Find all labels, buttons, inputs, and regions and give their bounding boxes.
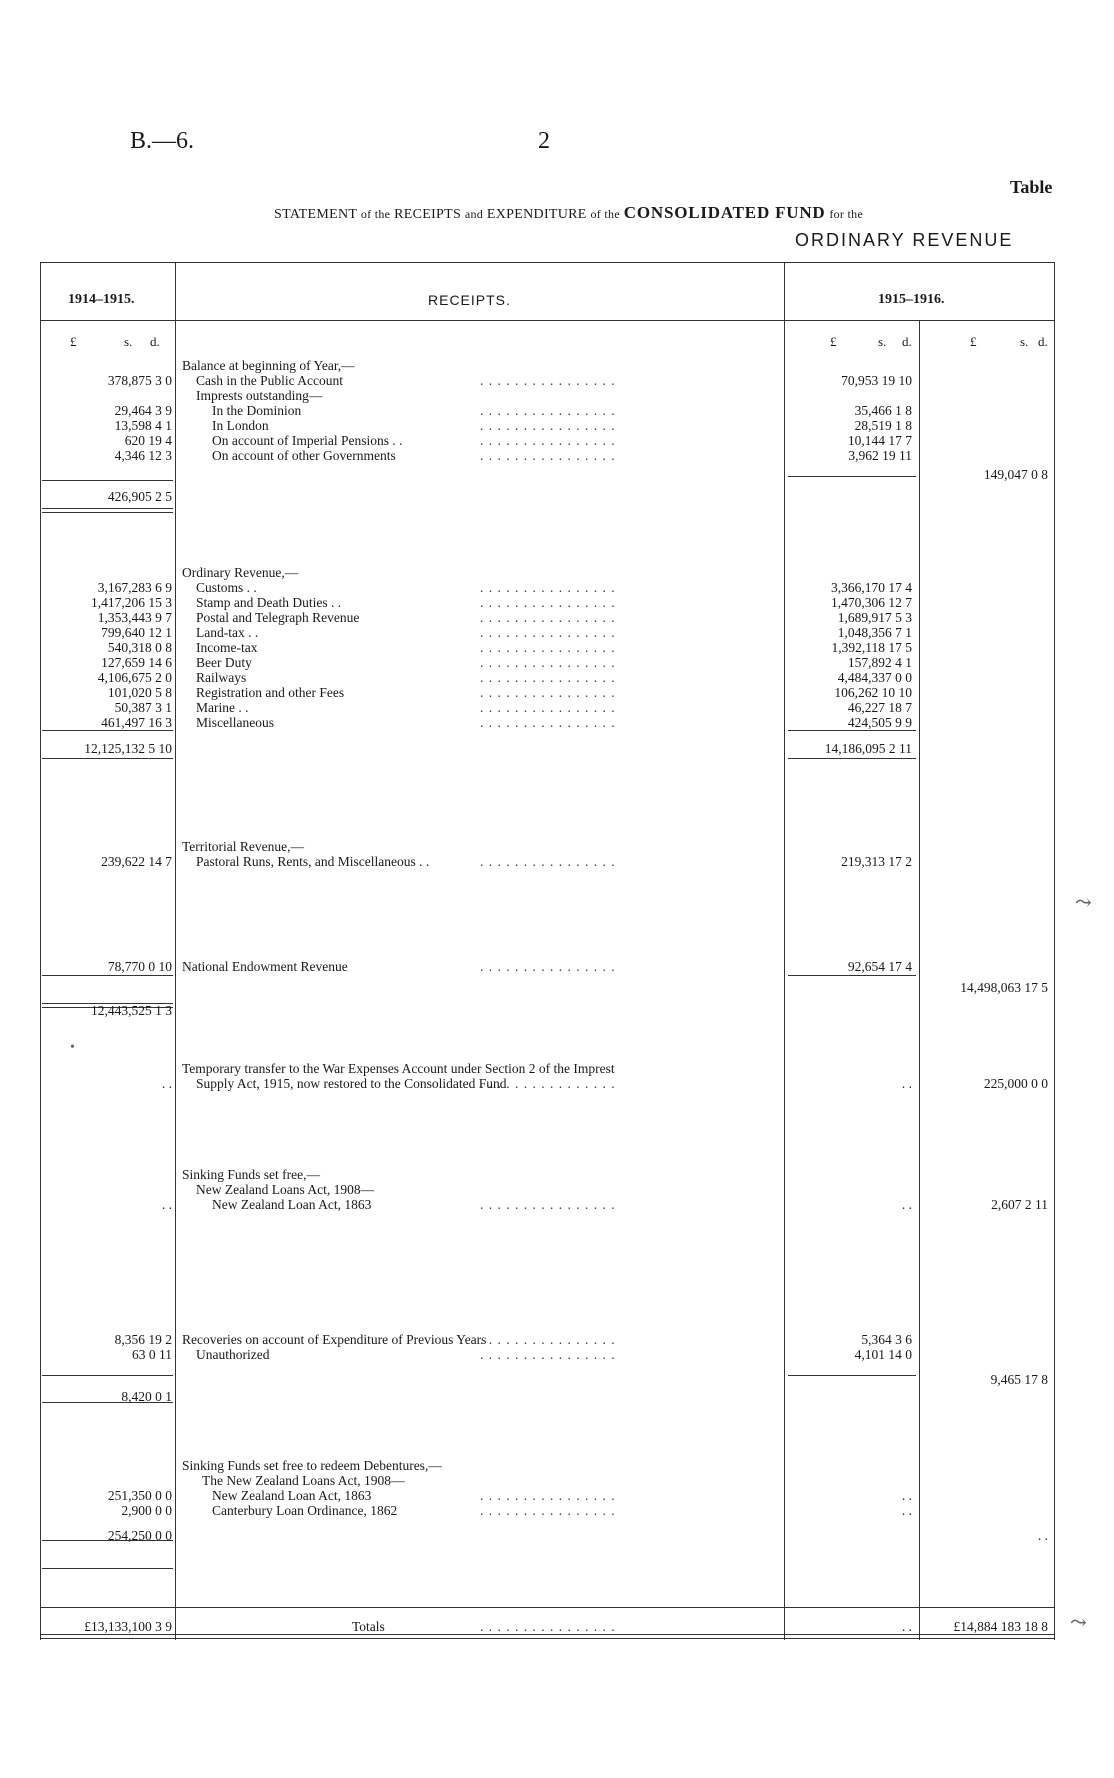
amount-1914-1915: 4,106,675 2 0: [97, 670, 172, 685]
amount-1914-1915: 2,900 0 0: [121, 1503, 172, 1518]
table-row: [40, 467, 1055, 482]
receipt-description: Railways: [196, 670, 247, 685]
totals-double-rule: [40, 1634, 1055, 1639]
receipt-description: New Zealand Loan Act, 1863: [212, 1488, 372, 1503]
amount-1914-1915: . .: [161, 1197, 172, 1212]
amount-1915-1916: 1,048,356 7 1: [837, 625, 912, 640]
receipt-description: Sinking Funds set free,—: [182, 1167, 320, 1182]
amount-1914-1915: 620 19 4: [124, 433, 172, 448]
page-number: 2: [538, 128, 550, 154]
receipt-description: Balance at beginning of Year,—: [182, 358, 355, 373]
table-row: [40, 580, 1055, 595]
receipt-description: On account of Imperial Pensions . .: [212, 433, 403, 448]
subtotal-rule: [42, 975, 173, 976]
total-1915-1916: . .: [1037, 1528, 1048, 1543]
receipt-description: Land-tax . .: [196, 625, 259, 640]
amount-1915-1916: 46,227 18 7: [847, 700, 912, 715]
table-row: [40, 388, 1055, 403]
amount-1914-1915: 461,497 16 3: [101, 715, 172, 730]
table-row: [40, 1372, 1055, 1387]
dot-leader: . . . . . . . . . . . . . . . .: [480, 1332, 616, 1347]
table-row: [40, 1076, 1055, 1091]
table-label: Table: [1010, 177, 1053, 197]
receipt-description: The New Zealand Loans Act, 1908—: [202, 1473, 405, 1488]
table-row: [40, 433, 1055, 448]
amount-1914-1915: 127,659 14 6: [101, 655, 172, 670]
amount-1914-1915: 540,318 0 8: [107, 640, 172, 655]
total-1915-1916: 149,047 0 8: [983, 467, 1048, 482]
receipt-description: Canterbury Loan Ordinance, 1862: [212, 1503, 398, 1518]
dot-leader: . . . . . . . . . . . . . . . .: [480, 1076, 616, 1091]
amount-1914-1915: 13,598 4 1: [114, 418, 172, 433]
table-row: [40, 1488, 1055, 1503]
total-double-rule: [42, 508, 173, 513]
receipt-description: Pastoral Runs, Rents, and Miscellaneous . .: [196, 854, 430, 869]
totals-rule: [40, 1607, 1055, 1608]
amount-1915-1916: . .: [901, 1197, 912, 1212]
dot-leader: . . . . . . . . . . . . . . . .: [480, 403, 616, 418]
table-row: [40, 1332, 1055, 1347]
ink-speck-icon: •: [70, 1040, 75, 1055]
table-row: [40, 1197, 1055, 1212]
unit-pence: d.: [1038, 334, 1048, 349]
unit-pound: £: [70, 334, 77, 349]
header-right-year: 1915–1916.: [878, 292, 945, 307]
dot-leader: . . . . . . . . . . . . . . . .: [480, 715, 616, 730]
subtotal-rule: [42, 1568, 173, 1569]
dot-leader: . . . . . . . . . . . . . . . .: [480, 418, 616, 433]
amount-1915-1916: 10,144 17 7: [847, 433, 912, 448]
amount-1915-1916: 1,470,306 12 7: [831, 595, 912, 610]
receipt-description: Stamp and Death Duties . .: [196, 595, 342, 610]
table-row: [40, 741, 1055, 756]
table-row: [40, 980, 1055, 995]
dot-leader: . . . . . . . . . . . . . . . .: [480, 625, 616, 640]
margin-mark-icon: ⤳: [1070, 1612, 1087, 1634]
table-row: [40, 1458, 1055, 1473]
header-rule: [40, 320, 1055, 321]
receipt-description: Postal and Telegraph Revenue: [196, 610, 360, 625]
amount-1914-1915: . .: [161, 1076, 172, 1091]
table-row: [40, 403, 1055, 418]
dot-leader: . . . . . . . . . . . . . . . .: [480, 580, 616, 595]
amount-1915-1916: 5,364 3 6: [861, 1332, 912, 1347]
unit-pence: d.: [902, 334, 912, 349]
amount-1915-1916: 14,186,095 2 11: [824, 741, 912, 756]
table-row: [40, 1167, 1055, 1182]
amount-1915-1916: . .: [901, 1503, 912, 1518]
unit-pound: £: [970, 334, 977, 349]
table-row: [40, 489, 1055, 504]
receipt-description: Marine . .: [196, 700, 249, 715]
receipt-description: Territorial Revenue,—: [182, 839, 305, 854]
amount-1915-1916: 28,519 1 8: [854, 418, 912, 433]
receipt-description: Recoveries on account of Expenditure of Previous Years: [182, 1332, 487, 1347]
receipt-description: Sinking Funds set free to redeem Debentures,—: [182, 1458, 442, 1473]
amount-1915-1916: 219,313 17 2: [841, 854, 912, 869]
amount-1915-1916: 92,654 17 4: [847, 959, 912, 974]
total-1915-1916: £14,884 183 18 8: [953, 1619, 1048, 1634]
table-row: [40, 358, 1055, 373]
table-row: [40, 839, 1055, 854]
total-1915-1916: 9,465 17 8: [990, 1372, 1048, 1387]
total-1915-1916: 2,607 2 11: [991, 1197, 1048, 1212]
receipt-description: Supply Act, 1915, now restored to the Consolidated Fund: [196, 1076, 507, 1091]
subtotal-rule: [788, 975, 916, 976]
receipt-description: In London: [212, 418, 269, 433]
dot-leader: . . . . . . . . . . . . . . . .: [480, 1619, 616, 1634]
statement-for-the: for the: [829, 207, 864, 221]
dot-leader: . . . . . . . . . . . . . . . .: [480, 959, 616, 974]
amount-1914-1915: 29,464 3 9: [114, 403, 172, 418]
table-row: [40, 565, 1055, 580]
table-row: [40, 1003, 1055, 1018]
subtotal-rule: [788, 758, 916, 759]
receipt-description: Miscellaneous: [196, 715, 274, 730]
table-row: [40, 1503, 1055, 1518]
table-row: [40, 640, 1055, 655]
receipt-description: Ordinary Revenue,—: [182, 565, 299, 580]
dot-leader: . . . . . . . . . . . . . . . .: [480, 1197, 616, 1212]
table-row: [40, 700, 1055, 715]
amount-1914-1915: 8,356 19 2: [114, 1332, 172, 1347]
amount-1914-1915: 1,353,443 9 7: [97, 610, 172, 625]
amount-1914-1915: 239,622 14 7: [101, 854, 172, 869]
dot-leader: . . . . . . . . . . . . . . . .: [480, 1488, 616, 1503]
amount-1915-1916: 3,962 19 11: [848, 448, 912, 463]
header-receipts: RECEIPTS.: [428, 292, 511, 308]
amount-1915-1916: 70,953 19 10: [841, 373, 912, 388]
amount-1915-1916: 106,262 10 10: [834, 685, 912, 700]
unit-shillings: s.: [124, 334, 133, 349]
receipt-description: Unauthorized: [196, 1347, 270, 1362]
statement-of-the: of the: [590, 207, 620, 221]
amount-1914-1915: 1,417,206 15 3: [91, 595, 172, 610]
table-row: [40, 1061, 1055, 1076]
dot-leader: . . . . . . . . . . . . . . . .: [480, 700, 616, 715]
amount-1914-1915: £13,133,100 3 9: [84, 1619, 172, 1634]
receipt-description: Beer Duty: [196, 655, 252, 670]
amount-1914-1915: 4,346 12 3: [114, 448, 172, 463]
dot-leader: . . . . . . . . . . . . . . . .: [480, 595, 616, 610]
subtitle: ORDINARY REVENUE: [795, 230, 1014, 250]
table-row: [40, 1389, 1055, 1404]
amount-1914-1915: 426,905 2 5: [107, 489, 172, 504]
amount-1915-1916: 4,101 14 0: [854, 1347, 912, 1362]
dot-leader: . . . . . . . . . . . . . . . .: [480, 373, 616, 388]
receipt-description: On account of other Governments: [212, 448, 396, 463]
statement-expenditure: EXPENDITURE: [486, 207, 587, 222]
dot-leader: . . . . . . . . . . . . . . . .: [480, 854, 616, 869]
dot-leader: . . . . . . . . . . . . . . . .: [480, 1347, 616, 1362]
amount-1914-1915: 12,125,132 5 10: [84, 741, 172, 756]
table-top-rule: [40, 262, 1055, 263]
table-row: [40, 670, 1055, 685]
table-row: [40, 854, 1055, 869]
amount-1914-1915: 799,640 12 1: [101, 625, 172, 640]
table-row: [40, 625, 1055, 640]
amount-1915-1916: 3,366,170 17 4: [831, 580, 912, 595]
amount-1914-1915: 8,420 0 1: [121, 1389, 172, 1404]
amount-1914-1915: 101,020 5 8: [107, 685, 172, 700]
amount-1914-1915: 50,387 3 1: [114, 700, 172, 715]
receipt-description: New Zealand Loan Act, 1863: [212, 1197, 372, 1212]
unit-pound: £: [830, 334, 837, 349]
subtotal-rule: [788, 730, 916, 731]
table-row: [40, 1473, 1055, 1488]
receipt-description: New Zealand Loans Act, 1908—: [196, 1182, 375, 1197]
table-row: [40, 373, 1055, 388]
receipt-description: Temporary transfer to the War Expenses Account under Section 2 of the Imprest: [182, 1061, 615, 1076]
amount-1914-1915: 251,350 0 0: [107, 1488, 172, 1503]
table-row: [40, 959, 1055, 974]
amount-1914-1915: 78,770 0 10: [107, 959, 172, 974]
document-code: B.—6.: [130, 128, 195, 154]
table-row: [40, 1182, 1055, 1197]
table-row: [40, 418, 1055, 433]
receipt-description: Imprests outstanding—: [196, 388, 323, 403]
dot-leader: . . . . . . . . . . . . . . . .: [480, 640, 616, 655]
receipt-description: Income-tax: [196, 640, 258, 655]
table-row: [40, 610, 1055, 625]
statement-of: of the: [360, 207, 391, 221]
total-1915-1916: 14,498,063 17 5: [960, 980, 1048, 995]
statement-title: [274, 203, 863, 223]
table-row: [40, 1347, 1055, 1362]
table-row: [40, 655, 1055, 670]
amount-1914-1915: 3,167,283 6 9: [97, 580, 172, 595]
fund-name: CONSOLIDATED FUND: [623, 203, 826, 222]
unit-shillings: s.: [1020, 334, 1029, 349]
table-row: [40, 715, 1055, 730]
amount-1915-1916: . .: [901, 1076, 912, 1091]
amount-1914-1915: 378,875 3 0: [107, 373, 172, 388]
dot-leader: . . . . . . . . . . . . . . . .: [480, 610, 616, 625]
table-row: [40, 595, 1055, 610]
header-left-year: 1914–1915.: [68, 292, 135, 307]
amount-1915-1916: . .: [901, 1619, 912, 1634]
receipt-description: In the Dominion: [212, 403, 302, 418]
dot-leader: . . . . . . . . . . . . . . . .: [480, 685, 616, 700]
amount-1915-1916: 1,392,118 17 5: [831, 640, 912, 655]
subtotal-rule: [42, 730, 173, 731]
receipt-description: National Endowment Revenue: [182, 959, 348, 974]
amount-1915-1916: 424,505 9 9: [847, 715, 912, 730]
statement-receipts: RECEIPTS: [394, 207, 462, 222]
dot-leader: . . . . . . . . . . . . . . . .: [480, 655, 616, 670]
amount-1915-1916: . .: [901, 1488, 912, 1503]
amount-1915-1916: 35,466 1 8: [854, 403, 912, 418]
receipt-description: Cash in the Public Account: [196, 373, 343, 388]
table-row: [40, 1619, 1055, 1634]
dot-leader: . . . . . . . . . . . . . . . .: [480, 1503, 616, 1518]
unit-pence: d.: [150, 334, 160, 349]
subtotal-rule: [42, 758, 173, 759]
table-row: [40, 685, 1055, 700]
margin-mark-icon: ⤳: [1075, 892, 1092, 914]
statement-and: and: [464, 207, 484, 221]
total-1915-1916: 225,000 0 0: [983, 1076, 1048, 1091]
amount-1914-1915: 63 0 11: [132, 1347, 172, 1362]
amount-1915-1916: 157,892 4 1: [847, 655, 912, 670]
dot-leader: . . . . . . . . . . . . . . . .: [480, 433, 616, 448]
receipt-description: Customs . .: [196, 580, 257, 595]
dot-leader: . . . . . . . . . . . . . . . .: [480, 670, 616, 685]
receipt-description: Totals: [352, 1619, 385, 1634]
table-row: [40, 448, 1055, 463]
amount-1914-1915: 254,250 0 0: [107, 1528, 172, 1543]
unit-shillings: s.: [878, 334, 887, 349]
receipt-description: Registration and other Fees: [196, 685, 345, 700]
receipts-table: [40, 262, 1055, 1640]
table-row: [40, 1528, 1055, 1543]
amount-1915-1916: 4,484,337 0 0: [837, 670, 912, 685]
dot-leader: . . . . . . . . . . . . . . . .: [480, 448, 616, 463]
statement-word: STATEMENT: [274, 207, 357, 222]
amount-1914-1915: 12,443,525 1 3: [91, 1003, 172, 1018]
amount-1915-1916: 1,689,917 5 3: [837, 610, 912, 625]
